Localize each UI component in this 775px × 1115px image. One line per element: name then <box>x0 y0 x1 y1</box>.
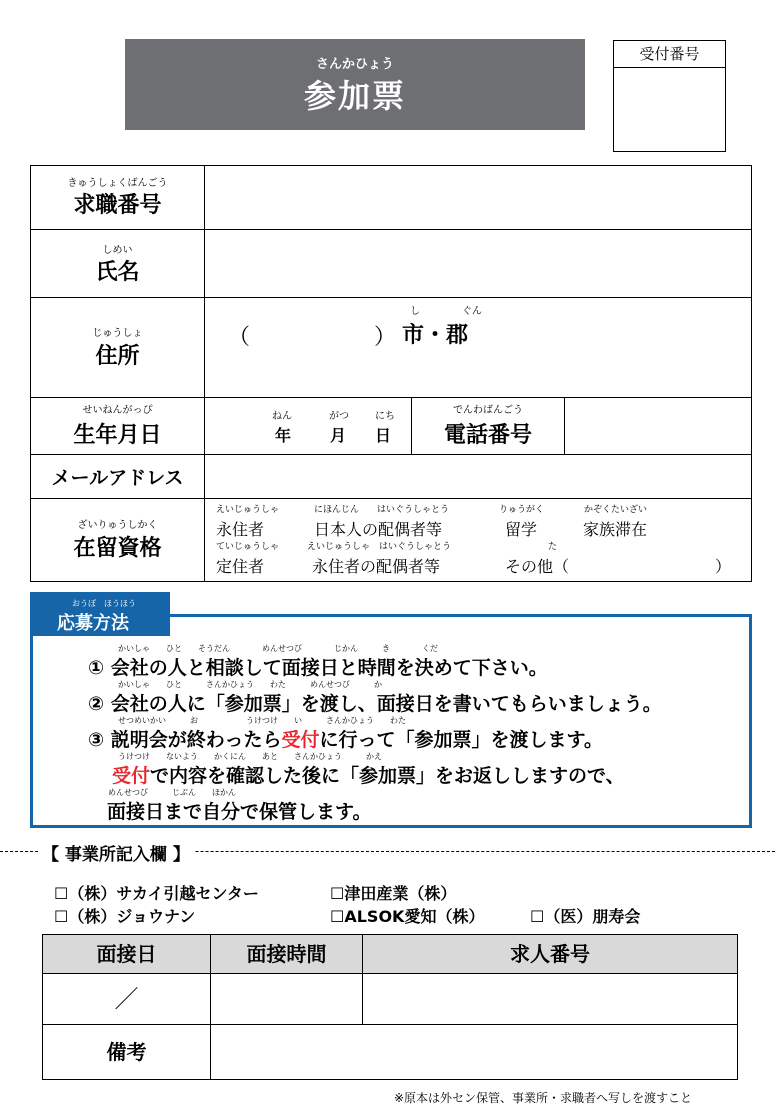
remarks-cell[interactable] <box>211 1025 737 1079</box>
interview-date-cell[interactable]: ／ <box>114 985 139 1013</box>
apply-line4-post: で内容を確認した後に「参加票」をお返ししますので、 <box>150 765 625 787</box>
status-option[interactable]: 留学 <box>505 520 538 539</box>
job-number-field[interactable] <box>205 166 751 229</box>
apply-line5: 面接日まで自分で保管します。 <box>107 801 372 823</box>
status-opt-ruby: えいじゅうしゃ はいぐうしゃとう <box>307 542 452 552</box>
status-opt-ruby: えいじゅうしゃ <box>216 505 280 515</box>
name-label: 氏名 <box>95 260 140 285</box>
interview-table <box>42 934 738 1080</box>
city-ruby-gun: ぐん <box>462 306 482 317</box>
interview-time-cell[interactable] <box>211 974 362 1024</box>
apply-line3-post: に行って「参加票」を渡します。 <box>319 729 604 751</box>
receipt-number-label: 受付番号 <box>614 41 725 68</box>
apply-line4-ruby: うけつけ ないよう かくにん あと さんかひょう かえ <box>118 752 382 761</box>
company-checkbox[interactable]: ☐津田産業（株） <box>330 884 457 903</box>
year-label: 年 <box>275 426 292 445</box>
phone-ruby: でんわばんごう <box>453 405 523 416</box>
city-label: 市・郡 <box>402 323 469 348</box>
apply-line3-red: 受付 <box>281 729 320 751</box>
office-section-label: 【 事業所記入欄 】 <box>38 840 194 865</box>
apply-line3 <box>88 725 603 752</box>
status-opt-ruby: た <box>548 542 558 552</box>
company-checkbox[interactable]: ☐ALSOK愛知（株） <box>330 907 485 926</box>
company-checkbox[interactable]: ☐（医）朋寿会 <box>530 907 641 926</box>
month-label: 月 <box>330 426 347 445</box>
birthdate-label: 生年月日 <box>73 423 162 448</box>
status-label: 在留資格 <box>73 536 162 561</box>
apply-method-ruby: おうぼ ほうほう <box>72 599 136 608</box>
status-opt-ruby: りゅうがく <box>499 505 545 515</box>
job-number-label: 求職番号 <box>73 193 162 218</box>
job-number-cell[interactable] <box>363 974 737 1024</box>
apply-method-tab <box>30 592 170 636</box>
address-label: 住所 <box>95 344 140 369</box>
header-interview-time: 面接時間 <box>246 942 327 966</box>
header-job-number: 求人番号 <box>510 942 590 966</box>
day-ruby: にち <box>375 411 395 422</box>
status-option[interactable]: 日本人の配偶者等 <box>314 520 443 539</box>
status-opt-ruby: かぞくたいざい <box>584 505 648 515</box>
status-option[interactable]: 永住者 <box>216 520 265 539</box>
apply-line1: ① 会社の人と相談して面接日と時間を決めて下さい。 <box>88 657 548 679</box>
name-ruby: しめい <box>102 245 133 256</box>
entry-form <box>30 165 752 582</box>
status-option[interactable]: 永住者の配偶者等 <box>312 557 441 576</box>
page-title: 参加票 <box>303 77 406 115</box>
month-ruby: がつ <box>329 411 349 422</box>
address-paren-close: ） <box>374 325 397 350</box>
receipt-number-box[interactable] <box>613 40 726 152</box>
title-ruby: さんかひょう <box>315 57 394 72</box>
phone-label: 電話番号 <box>443 423 532 448</box>
email-field[interactable] <box>205 455 751 498</box>
birthdate-field[interactable] <box>205 398 411 454</box>
apply-line4-red: 受付 <box>112 765 151 787</box>
city-ruby-shi: し <box>410 306 420 317</box>
apply-line1-ruby: かいしゃ ひと そうだん めんせつび じかん き くだ <box>118 644 438 653</box>
status-opt-ruby: にほんじん はいぐうしゃとう <box>314 505 450 515</box>
email-label: メールアドレス <box>51 467 184 489</box>
apply-line3-ruby: せつめいかい お うけつけ い さんかひょう わた <box>118 716 406 725</box>
job-number-ruby: きゅうしょくばんごう <box>67 178 168 189</box>
status-option[interactable]: 家族滞在 <box>583 520 648 539</box>
name-field[interactable] <box>205 230 751 297</box>
apply-line3-pre: ③ 説明会が終わったら <box>88 729 282 751</box>
company-checkbox[interactable]: ☐（株）サカイ引越センター <box>54 884 259 903</box>
header-interview-date: 面接日 <box>96 942 157 966</box>
apply-line2: ② 会社の人に「参加票」を渡し、面接日を書いてもらいましょう。 <box>88 693 662 715</box>
phone-field[interactable] <box>565 398 751 454</box>
company-checkbox[interactable]: ☐（株）ジョウナン <box>54 907 196 926</box>
status-option[interactable]: 定住者 <box>216 557 265 576</box>
address-ruby: じゅうしょ <box>92 328 143 339</box>
footnote: ※原本は外セン保管、事業所・求職者へ写しを渡すこと <box>394 1091 693 1105</box>
birthdate-ruby: せいねんがっぴ <box>82 405 153 416</box>
status-ruby: ざいりゅうしかく <box>77 520 158 531</box>
status-other-close: ） <box>715 557 732 576</box>
status-option[interactable]: その他（ <box>505 557 570 576</box>
apply-line2-ruby: かいしゃ ひと さんかひょう わた めんせつび か <box>118 680 382 689</box>
year-ruby: ねん <box>272 411 292 422</box>
apply-line4 <box>112 761 625 788</box>
title-banner <box>125 39 585 130</box>
apply-line5-ruby: めんせつび じぶん ほかん <box>108 788 236 797</box>
day-label: 日 <box>375 426 392 445</box>
remarks-label: 備考 <box>106 1040 147 1064</box>
address-paren-open: （ <box>228 325 251 350</box>
apply-method-label: 応募方法 <box>57 613 129 634</box>
status-opt-ruby: ていじゅうしゃ <box>216 542 280 552</box>
